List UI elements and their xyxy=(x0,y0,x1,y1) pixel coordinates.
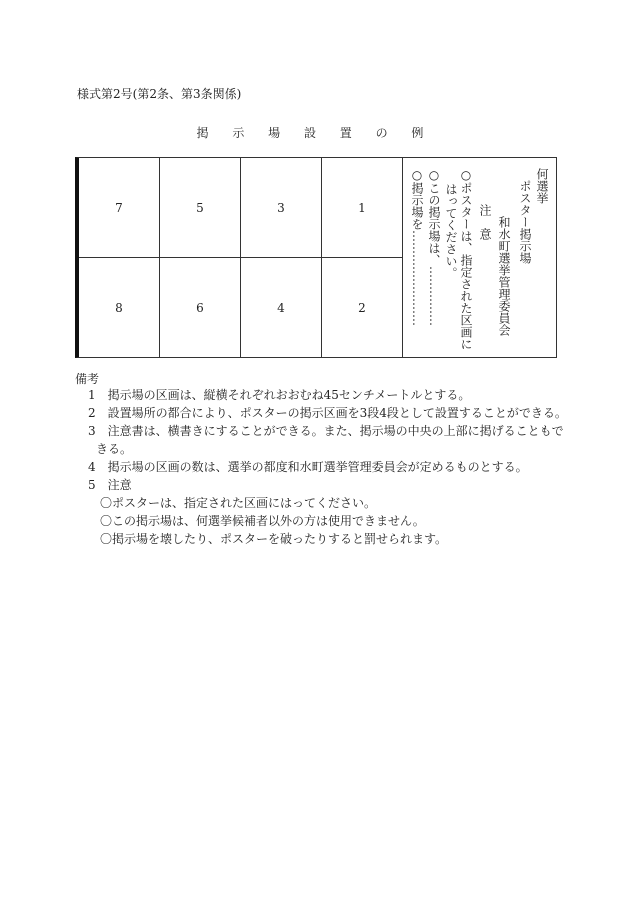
notice-caution-heading: 注 意 xyxy=(478,204,492,240)
notice-committee: 和水町選挙管理委員会 xyxy=(497,216,511,336)
caution-line-3: 〇掲示場を壊したり、ポスターを破ったりすると罰せられます。 xyxy=(100,532,448,546)
remark-item-3-continued: きる。 xyxy=(96,442,133,456)
caution-line-2: 〇この掲示場は、何選挙候補者以外の方は使用できません。 xyxy=(100,514,425,528)
board-section-7: 7 xyxy=(79,158,160,258)
form-number-label: 様式第2号(第2条、第3条関係) xyxy=(77,87,242,101)
board-section-1: 1 xyxy=(322,158,403,258)
remark-item-4: 4 掲示場の区画の数は、選挙の都度和水町選挙管理委員会が定めるものとする。 xyxy=(88,460,528,474)
notice-line-2: はってください。 xyxy=(444,183,458,279)
notice-line-4: ○掲示場を…………………… xyxy=(410,168,424,326)
notice-panel xyxy=(403,158,557,357)
notice-line-3: ○この掲示場は、…………… xyxy=(427,168,441,326)
caution-line-1: 〇ポスターは、指定された区画にはってください。 xyxy=(100,496,377,510)
notice-board-name: ポスター掲示場 xyxy=(518,180,532,264)
board-section-2: 2 xyxy=(322,258,403,357)
remark-item-3: 3 注意書は、横書きにすることができる。また、掲示場の中央の上部に掲げることもで xyxy=(88,424,564,438)
poster-board-diagram xyxy=(75,157,557,358)
board-section-4: 4 xyxy=(241,258,322,357)
board-section-8: 8 xyxy=(79,258,160,357)
remark-item-1: 1 掲示場の区画は、縦横それぞれおおむね45センチメートルとする。 xyxy=(88,388,471,402)
page-title: 掲 示 場 設 置 の 例 xyxy=(196,126,434,140)
board-section-6: 6 xyxy=(160,258,241,357)
board-section-5: 5 xyxy=(160,158,241,258)
remarks-heading: 備考 xyxy=(75,372,100,386)
remark-item-5: 5 注意 xyxy=(88,478,132,492)
board-section-3: 3 xyxy=(241,158,322,258)
notice-election-name: 何選挙 xyxy=(535,168,549,204)
remark-item-2: 2 設置場所の都合により、ポスターの掲示区画を3段4段として設置することができる。 xyxy=(88,406,567,420)
notice-line-1: ○ポスターは、指定された区画に xyxy=(459,168,473,350)
